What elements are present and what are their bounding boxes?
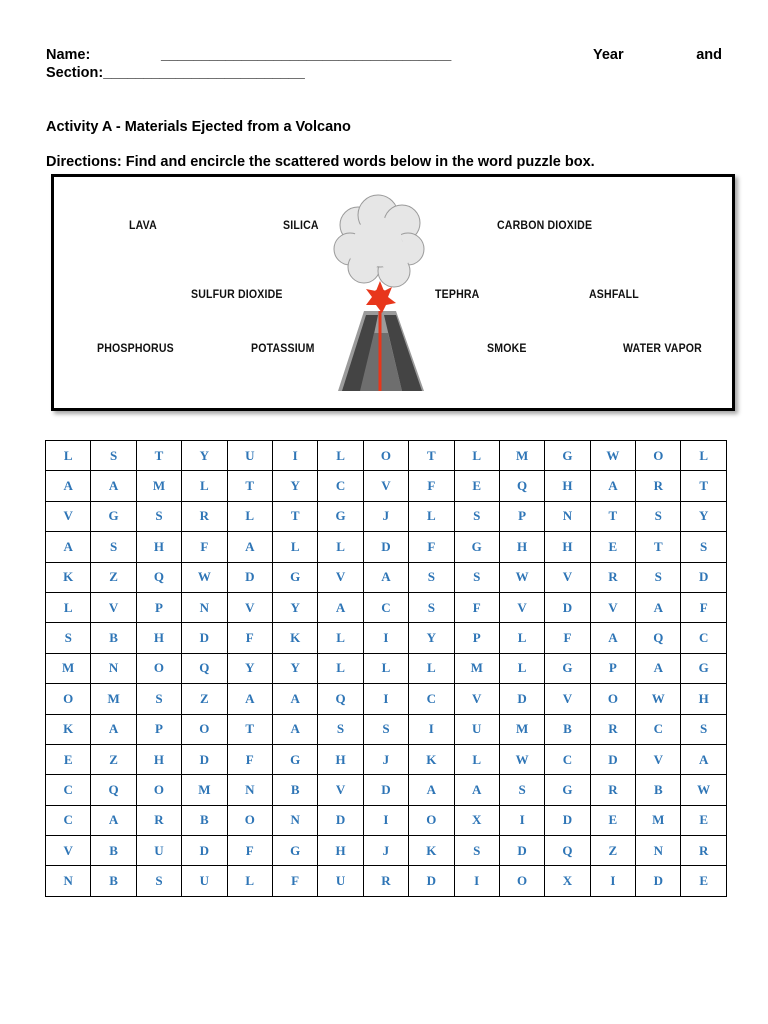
puzzle-cell[interactable]: A xyxy=(46,471,91,501)
puzzle-cell[interactable]: Y xyxy=(272,592,317,622)
puzzle-cell[interactable]: P xyxy=(590,653,635,683)
puzzle-cell[interactable]: C xyxy=(46,805,91,835)
puzzle-cell[interactable]: A xyxy=(454,775,499,805)
puzzle-cell[interactable]: H xyxy=(136,623,181,653)
puzzle-cell[interactable]: N xyxy=(91,653,136,683)
puzzle-cell[interactable]: K xyxy=(409,744,454,774)
puzzle-cell[interactable]: A xyxy=(590,623,635,653)
puzzle-cell[interactable]: J xyxy=(363,744,408,774)
puzzle-cell[interactable]: M xyxy=(454,653,499,683)
puzzle-cell[interactable]: P xyxy=(499,501,544,531)
puzzle-cell[interactable]: A xyxy=(227,532,272,562)
puzzle-cell[interactable]: C xyxy=(318,471,363,501)
puzzle-cell[interactable]: C xyxy=(681,623,726,653)
puzzle-cell[interactable]: V xyxy=(46,836,91,866)
puzzle-cell[interactable]: O xyxy=(499,866,544,896)
puzzle-cell[interactable]: S xyxy=(91,532,136,562)
puzzle-cell[interactable]: T xyxy=(681,471,726,501)
puzzle-cell[interactable]: A xyxy=(636,653,681,683)
puzzle-cell[interactable]: D xyxy=(363,775,408,805)
puzzle-cell[interactable]: T xyxy=(590,501,635,531)
puzzle-cell[interactable]: L xyxy=(681,441,726,471)
word-bank-box xyxy=(51,174,735,411)
puzzle-cell[interactable]: S xyxy=(136,866,181,896)
puzzle-cell[interactable]: V xyxy=(454,684,499,714)
puzzle-cell[interactable]: N xyxy=(182,592,227,622)
puzzle-cell[interactable]: S xyxy=(363,714,408,744)
puzzle-cell[interactable]: L xyxy=(182,471,227,501)
puzzle-cell[interactable]: Y xyxy=(681,501,726,531)
puzzle-cell[interactable]: U xyxy=(454,714,499,744)
name-section-line xyxy=(46,47,726,87)
puzzle-cell[interactable]: B xyxy=(545,714,590,744)
puzzle-cell[interactable]: R xyxy=(636,471,681,501)
name-blank[interactable]: ____________________________________ xyxy=(161,47,452,63)
puzzle-cell[interactable]: O xyxy=(363,441,408,471)
puzzle-cell[interactable]: N xyxy=(272,805,317,835)
puzzle-cell[interactable]: E xyxy=(590,532,635,562)
puzzle-cell[interactable]: S xyxy=(136,684,181,714)
puzzle-cell[interactable]: H xyxy=(681,684,726,714)
puzzle-cell[interactable]: E xyxy=(454,471,499,501)
puzzle-cell[interactable]: V xyxy=(545,562,590,592)
puzzle-cell[interactable]: D xyxy=(227,562,272,592)
puzzle-cell[interactable]: W xyxy=(681,775,726,805)
puzzle-cell[interactable]: L xyxy=(272,532,317,562)
puzzle-cell[interactable]: O xyxy=(136,653,181,683)
puzzle-cell[interactable]: W xyxy=(499,744,544,774)
puzzle-cell[interactable]: A xyxy=(272,684,317,714)
puzzle-cell[interactable]: F xyxy=(182,532,227,562)
puzzle-cell[interactable]: C xyxy=(363,592,408,622)
puzzle-cell[interactable]: L xyxy=(46,592,91,622)
puzzle-cell[interactable]: W xyxy=(499,562,544,592)
puzzle-cell[interactable]: I xyxy=(363,684,408,714)
puzzle-cell[interactable]: L xyxy=(227,866,272,896)
puzzle-cell[interactable]: S xyxy=(318,714,363,744)
puzzle-cell[interactable]: D xyxy=(409,866,454,896)
puzzle-cell[interactable]: D xyxy=(499,836,544,866)
puzzle-row xyxy=(46,744,727,774)
puzzle-cell[interactable]: O xyxy=(636,441,681,471)
puzzle-cell[interactable]: H xyxy=(545,532,590,562)
puzzle-cell[interactable]: D xyxy=(636,866,681,896)
puzzle-cell[interactable]: X xyxy=(454,805,499,835)
puzzle-cell[interactable]: O xyxy=(136,775,181,805)
puzzle-cell[interactable]: X xyxy=(545,866,590,896)
puzzle-cell[interactable]: Q xyxy=(91,775,136,805)
puzzle-cell[interactable]: F xyxy=(409,471,454,501)
puzzle-cell[interactable]: V xyxy=(499,592,544,622)
puzzle-cell[interactable]: A xyxy=(409,775,454,805)
puzzle-cell[interactable]: R xyxy=(590,562,635,592)
puzzle-cell[interactable]: L xyxy=(409,653,454,683)
puzzle-cell[interactable]: M xyxy=(182,775,227,805)
puzzle-cell[interactable]: Z xyxy=(590,836,635,866)
puzzle-row xyxy=(46,714,727,744)
puzzle-cell[interactable]: C xyxy=(46,775,91,805)
puzzle-cell[interactable]: F xyxy=(227,623,272,653)
puzzle-cell[interactable]: N xyxy=(46,866,91,896)
puzzle-cell[interactable]: R xyxy=(590,714,635,744)
word-potassium: POTASSIUM xyxy=(251,341,315,355)
puzzle-cell[interactable]: H xyxy=(318,836,363,866)
puzzle-cell[interactable]: Q xyxy=(636,623,681,653)
puzzle-cell[interactable]: W xyxy=(182,562,227,592)
puzzle-cell[interactable]: B xyxy=(91,866,136,896)
puzzle-cell[interactable]: Y xyxy=(272,471,317,501)
puzzle-cell[interactable]: G xyxy=(545,775,590,805)
puzzle-cell[interactable]: S xyxy=(409,562,454,592)
puzzle-cell[interactable]: L xyxy=(318,623,363,653)
puzzle-cell[interactable]: L xyxy=(363,653,408,683)
name-label: Name: xyxy=(46,47,91,63)
puzzle-cell[interactable]: L xyxy=(454,441,499,471)
puzzle-cell[interactable]: V xyxy=(227,592,272,622)
puzzle-cell[interactable]: F xyxy=(681,592,726,622)
puzzle-cell[interactable]: H xyxy=(136,532,181,562)
puzzle-cell[interactable]: E xyxy=(681,866,726,896)
puzzle-cell[interactable]: G xyxy=(545,441,590,471)
and-label: and xyxy=(696,47,722,63)
puzzle-cell[interactable]: K xyxy=(46,562,91,592)
puzzle-cell[interactable]: M xyxy=(136,471,181,501)
puzzle-cell[interactable]: C xyxy=(545,744,590,774)
puzzle-cell[interactable]: H xyxy=(545,471,590,501)
puzzle-cell[interactable]: A xyxy=(91,471,136,501)
puzzle-cell[interactable]: G xyxy=(454,532,499,562)
puzzle-cell[interactable]: Y xyxy=(272,653,317,683)
puzzle-row xyxy=(46,866,727,896)
puzzle-cell[interactable]: A xyxy=(272,714,317,744)
puzzle-cell[interactable]: H xyxy=(318,744,363,774)
puzzle-cell[interactable]: S xyxy=(499,775,544,805)
puzzle-cell[interactable]: F xyxy=(545,623,590,653)
puzzle-cell[interactable]: M xyxy=(636,805,681,835)
puzzle-cell[interactable]: N xyxy=(636,836,681,866)
puzzle-cell[interactable]: V xyxy=(590,592,635,622)
puzzle-cell[interactable]: A xyxy=(318,592,363,622)
word-smoke: SMOKE xyxy=(487,341,527,355)
puzzle-cell[interactable]: Y xyxy=(182,441,227,471)
puzzle-cell[interactable]: U xyxy=(182,866,227,896)
puzzle-cell[interactable]: P xyxy=(454,623,499,653)
puzzle-cell[interactable]: C xyxy=(636,714,681,744)
word-tephra: TEPHRA xyxy=(435,287,480,301)
puzzle-cell[interactable]: D xyxy=(182,623,227,653)
puzzle-cell[interactable]: D xyxy=(545,805,590,835)
puzzle-cell[interactable]: S xyxy=(681,532,726,562)
puzzle-cell[interactable]: D xyxy=(590,744,635,774)
puzzle-cell[interactable]: I xyxy=(499,805,544,835)
puzzle-cell[interactable]: V xyxy=(318,562,363,592)
puzzle-cell[interactable]: D xyxy=(499,684,544,714)
puzzle-cell[interactable]: V xyxy=(363,471,408,501)
puzzle-cell[interactable]: A xyxy=(681,744,726,774)
word-ashfall: ASHFALL xyxy=(589,287,639,301)
puzzle-cell[interactable]: Q xyxy=(182,653,227,683)
puzzle-cell[interactable]: S xyxy=(454,562,499,592)
puzzle-cell[interactable]: T xyxy=(227,714,272,744)
puzzle-cell[interactable]: B xyxy=(91,623,136,653)
puzzle-cell[interactable]: O xyxy=(227,805,272,835)
puzzle-cell[interactable]: N xyxy=(227,775,272,805)
puzzle-row xyxy=(46,441,727,471)
puzzle-cell[interactable]: Z xyxy=(182,684,227,714)
word-phosphorus: PHOSPHORUS xyxy=(97,341,174,355)
puzzle-cell[interactable]: K xyxy=(409,836,454,866)
puzzle-cell[interactable]: K xyxy=(272,623,317,653)
puzzle-cell[interactable]: G xyxy=(318,501,363,531)
puzzle-cell[interactable]: B xyxy=(636,775,681,805)
puzzle-row xyxy=(46,562,727,592)
puzzle-cell[interactable]: W xyxy=(636,684,681,714)
puzzle-cell[interactable]: Z xyxy=(91,562,136,592)
puzzle-row xyxy=(46,501,727,531)
word-carbon-dioxide: CARBON DIOXIDE xyxy=(497,218,593,232)
puzzle-cell[interactable]: G xyxy=(272,562,317,592)
directions-text: Directions: Find and encircle the scattered words below in the word puzzle box. xyxy=(46,154,595,170)
section-label[interactable]: Section:_________________________ xyxy=(46,65,305,81)
puzzle-cell[interactable]: S xyxy=(454,501,499,531)
puzzle-cell[interactable]: G xyxy=(681,653,726,683)
puzzle-cell[interactable]: B xyxy=(182,805,227,835)
puzzle-cell[interactable]: D xyxy=(363,532,408,562)
puzzle-cell[interactable]: P xyxy=(136,714,181,744)
puzzle-cell[interactable]: R xyxy=(182,501,227,531)
puzzle-cell[interactable]: L xyxy=(499,623,544,653)
puzzle-cell[interactable]: F xyxy=(227,744,272,774)
puzzle-cell[interactable]: W xyxy=(590,441,635,471)
puzzle-cell[interactable]: G xyxy=(545,653,590,683)
puzzle-row xyxy=(46,653,727,683)
puzzle-cell[interactable]: U xyxy=(136,836,181,866)
puzzle-cell[interactable]: S xyxy=(681,714,726,744)
puzzle-cell[interactable]: L xyxy=(318,532,363,562)
word-silica: SILICA xyxy=(283,218,319,232)
puzzle-cell[interactable]: H xyxy=(499,532,544,562)
puzzle-cell[interactable]: D xyxy=(545,592,590,622)
puzzle-cell[interactable]: V xyxy=(545,684,590,714)
puzzle-cell[interactable]: T xyxy=(136,441,181,471)
puzzle-cell[interactable]: S xyxy=(636,562,681,592)
puzzle-cell[interactable]: O xyxy=(409,805,454,835)
puzzle-row xyxy=(46,836,727,866)
puzzle-cell[interactable]: J xyxy=(363,836,408,866)
puzzle-cell[interactable]: S xyxy=(409,592,454,622)
puzzle-cell[interactable]: D xyxy=(182,836,227,866)
puzzle-row xyxy=(46,592,727,622)
puzzle-cell[interactable]: B xyxy=(272,775,317,805)
puzzle-cell[interactable]: R xyxy=(363,866,408,896)
puzzle-cell[interactable]: D xyxy=(182,744,227,774)
puzzle-cell[interactable]: D xyxy=(318,805,363,835)
puzzle-cell[interactable]: I xyxy=(590,866,635,896)
puzzle-cell[interactable]: A xyxy=(363,562,408,592)
puzzle-cell[interactable]: T xyxy=(409,441,454,471)
puzzle-row xyxy=(46,532,727,562)
puzzle-cell[interactable]: A xyxy=(46,532,91,562)
word-water-vapor: WATER VAPOR xyxy=(623,341,702,355)
volcano-icon xyxy=(316,193,456,393)
puzzle-cell[interactable]: T xyxy=(227,471,272,501)
puzzle-cell[interactable]: F xyxy=(272,866,317,896)
puzzle-cell[interactable]: I xyxy=(409,714,454,744)
puzzle-cell[interactable]: Z xyxy=(91,744,136,774)
puzzle-cell[interactable]: Y xyxy=(227,653,272,683)
puzzle-cell[interactable]: M xyxy=(46,653,91,683)
puzzle-cell[interactable]: S xyxy=(136,501,181,531)
puzzle-cell[interactable]: Q xyxy=(318,684,363,714)
puzzle-cell[interactable]: O xyxy=(590,684,635,714)
puzzle-cell[interactable]: S xyxy=(636,501,681,531)
puzzle-cell[interactable]: A xyxy=(91,714,136,744)
puzzle-cell[interactable]: G xyxy=(272,744,317,774)
puzzle-row xyxy=(46,471,727,501)
puzzle-cell[interactable]: L xyxy=(227,501,272,531)
puzzle-cell[interactable]: D xyxy=(681,562,726,592)
puzzle-cell[interactable]: U xyxy=(318,866,363,896)
puzzle-cell[interactable]: H xyxy=(136,744,181,774)
puzzle-cell[interactable]: R xyxy=(681,836,726,866)
puzzle-cell[interactable]: M xyxy=(499,441,544,471)
puzzle-cell[interactable]: Q xyxy=(499,471,544,501)
puzzle-cell[interactable]: A xyxy=(91,805,136,835)
year-label: Year xyxy=(593,47,624,63)
puzzle-cell[interactable]: L xyxy=(46,441,91,471)
puzzle-cell[interactable]: C xyxy=(409,684,454,714)
puzzle-cell[interactable]: M xyxy=(499,714,544,744)
puzzle-cell[interactable]: F xyxy=(227,836,272,866)
puzzle-cell[interactable]: A xyxy=(636,592,681,622)
puzzle-cell[interactable]: F xyxy=(409,532,454,562)
word-puzzle-grid xyxy=(45,440,727,897)
word-lava: LAVA xyxy=(129,218,157,232)
puzzle-cell[interactable]: I xyxy=(363,623,408,653)
puzzle-cell[interactable]: A xyxy=(590,471,635,501)
puzzle-row xyxy=(46,623,727,653)
puzzle-cell[interactable]: G xyxy=(272,836,317,866)
puzzle-cell[interactable]: N xyxy=(545,501,590,531)
puzzle-cell[interactable]: L xyxy=(499,653,544,683)
puzzle-cell[interactable]: L xyxy=(409,501,454,531)
puzzle-cell[interactable]: T xyxy=(272,501,317,531)
puzzle-cell[interactable]: L xyxy=(318,441,363,471)
puzzle-cell[interactable]: Q xyxy=(136,562,181,592)
puzzle-cell[interactable]: S xyxy=(46,623,91,653)
puzzle-cell[interactable]: E xyxy=(590,805,635,835)
puzzle-cell[interactable]: L xyxy=(318,653,363,683)
puzzle-cell[interactable]: V xyxy=(91,592,136,622)
puzzle-cell[interactable]: Q xyxy=(545,836,590,866)
puzzle-cell[interactable]: E xyxy=(46,744,91,774)
puzzle-cell[interactable]: M xyxy=(91,684,136,714)
puzzle-cell[interactable]: K xyxy=(46,714,91,744)
puzzle-cell[interactable]: T xyxy=(636,532,681,562)
puzzle-cell[interactable]: F xyxy=(454,592,499,622)
puzzle-cell[interactable]: R xyxy=(590,775,635,805)
puzzle-cell[interactable]: O xyxy=(182,714,227,744)
puzzle-cell[interactable]: V xyxy=(46,501,91,531)
puzzle-cell[interactable]: V xyxy=(636,744,681,774)
puzzle-cell[interactable]: V xyxy=(318,775,363,805)
puzzle-cell[interactable]: P xyxy=(136,592,181,622)
puzzle-cell[interactable]: I xyxy=(272,441,317,471)
puzzle-cell[interactable]: O xyxy=(46,684,91,714)
word-sulfur-dioxide: SULFUR DIOXIDE xyxy=(191,287,283,301)
puzzle-cell[interactable]: R xyxy=(136,805,181,835)
puzzle-cell[interactable]: U xyxy=(227,441,272,471)
puzzle-row xyxy=(46,684,727,714)
puzzle-cell[interactable]: I xyxy=(454,866,499,896)
puzzle-cell[interactable]: S xyxy=(454,836,499,866)
puzzle-row xyxy=(46,775,727,805)
puzzle-cell[interactable]: Y xyxy=(409,623,454,653)
puzzle-cell[interactable]: I xyxy=(363,805,408,835)
puzzle-cell[interactable]: B xyxy=(91,836,136,866)
puzzle-cell[interactable]: E xyxy=(681,805,726,835)
puzzle-cell[interactable]: A xyxy=(227,684,272,714)
puzzle-cell[interactable]: L xyxy=(454,744,499,774)
puzzle-cell[interactable]: J xyxy=(363,501,408,531)
puzzle-row xyxy=(46,805,727,835)
puzzle-cell[interactable]: G xyxy=(91,501,136,531)
activity-title: Activity A - Materials Ejected from a Volcano xyxy=(46,119,351,135)
puzzle-cell[interactable]: S xyxy=(91,441,136,471)
